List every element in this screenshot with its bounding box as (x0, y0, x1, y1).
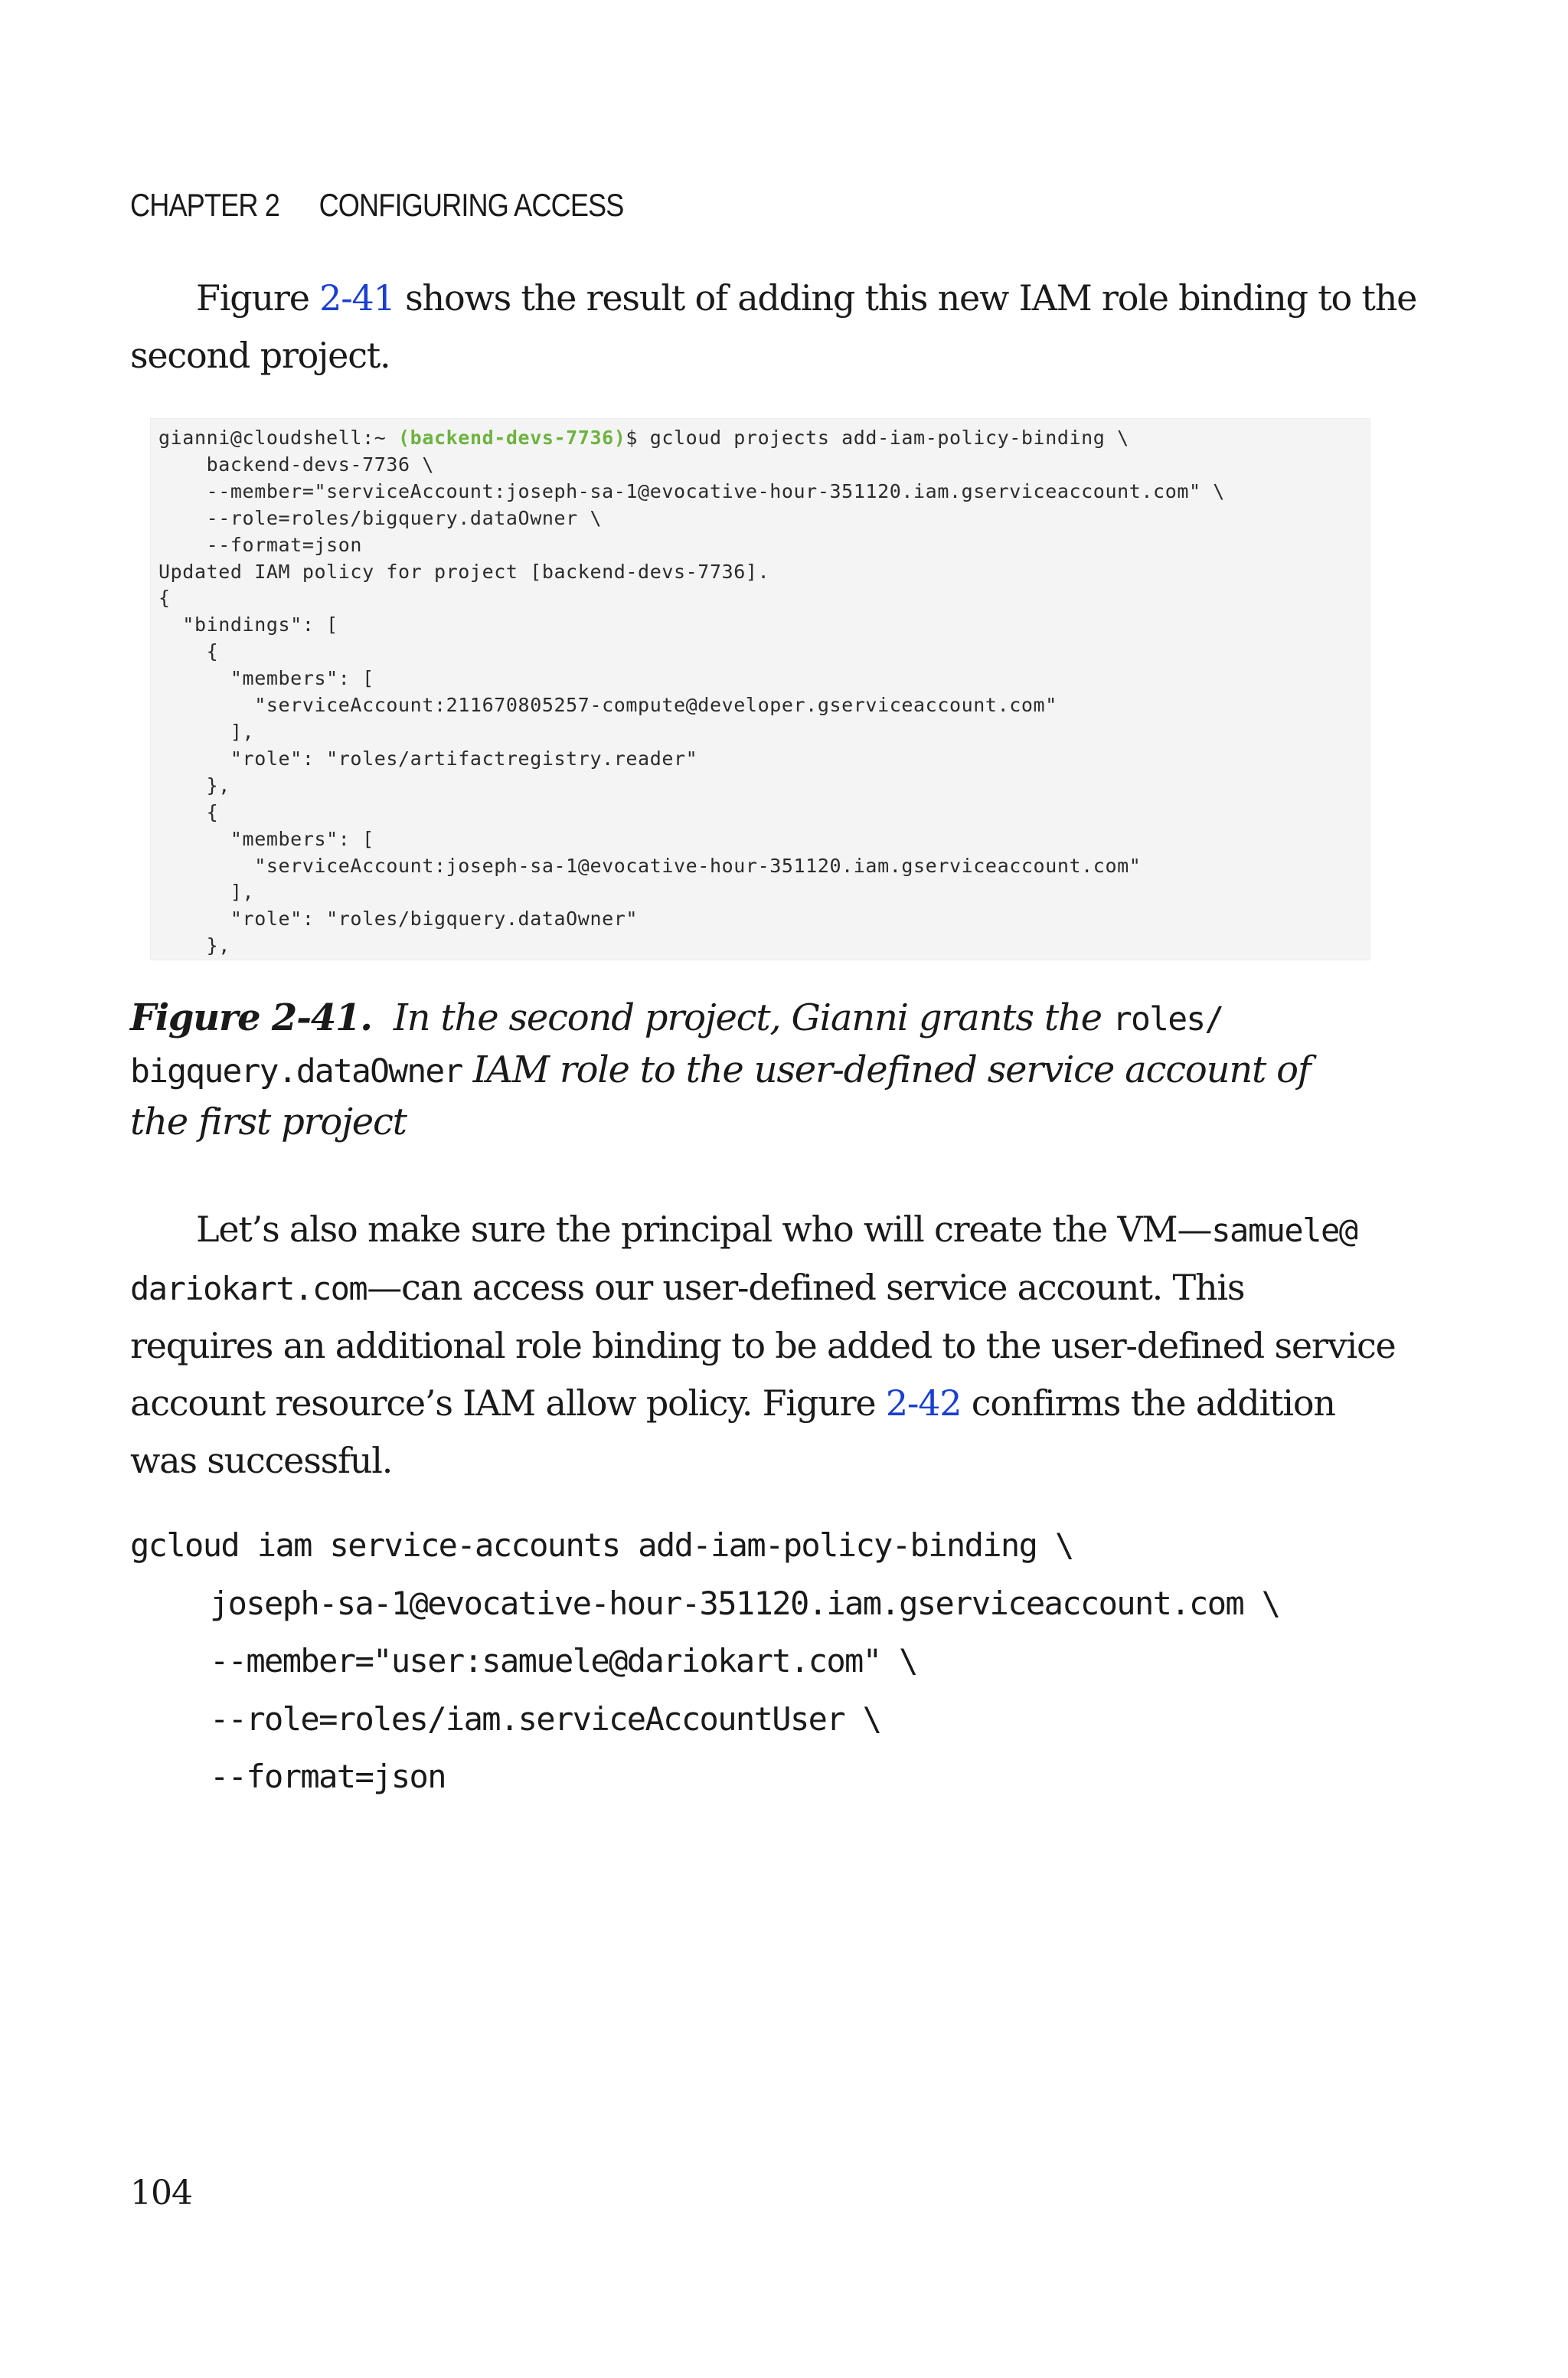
terminal-output-line: "members": [ (158, 667, 374, 690)
intro-text-start: Figure (196, 277, 320, 319)
inline-code: samuele@ (1211, 1212, 1357, 1249)
body-text: account resource’s IAM allow policy. Figure (130, 1382, 886, 1424)
terminal-output-line: ], (158, 881, 255, 904)
code-line: joseph-sa-1@evocative-hour-351120.iam.gserviceaccount.com \ (210, 1584, 1280, 1622)
caption-label: Figure 2-41. (130, 996, 372, 1039)
caption-text: In the second project, Gianni grants the (393, 996, 1112, 1039)
terminal-output-line: backend-devs-7736 \ (158, 453, 434, 476)
body-text: requires an additional role binding to be added to the user-defined service (130, 1325, 1396, 1366)
code-listing (130, 1516, 1279, 1806)
code-line: gcloud iam service-accounts add-iam-policy-binding \ (130, 1526, 1073, 1564)
terminal-output-line: --role=roles/bigquery.dataOwner \ (158, 506, 603, 529)
intro-text-line2: second project. (130, 335, 390, 376)
terminal-command: $ gcloud projects add-iam-policy-binding \ (626, 427, 1129, 449)
terminal-output-line: "members": [ (158, 827, 374, 850)
terminal-output-line: ], (158, 720, 255, 743)
intro-text-end: shows the result of adding this new IAM role binding to the (394, 277, 1417, 319)
terminal-command-line (158, 425, 1370, 452)
caption-code: bigquery.dataOwner (130, 1052, 462, 1091)
inline-code: dariokart.com (130, 1270, 368, 1307)
code-line: --format=json (210, 1758, 446, 1795)
intro-paragraph (130, 270, 1417, 384)
figure-caption (130, 993, 1401, 1147)
figure-link-2-42[interactable]: 2-42 (885, 1382, 962, 1424)
terminal-output-line: --format=json (158, 533, 363, 556)
body-text: Let’s also make sure the principal who will create the VM— (196, 1209, 1212, 1250)
running-header (130, 187, 624, 224)
body-text: —can access our user-defined service account. This (367, 1267, 1245, 1308)
terminal-output-line: --member="serviceAccount:joseph-sa-1@evocative-hour-351120.iam.gserviceaccount.com" \ (158, 479, 1225, 502)
body-paragraph (130, 1201, 1396, 1490)
terminal-output-line: "bindings": [ (158, 613, 338, 636)
terminal-prompt: gianni@cloudshell:~ (158, 427, 399, 449)
chapter-label: CHAPTER 2 (130, 187, 279, 223)
body-text: confirms the addition (961, 1382, 1335, 1424)
terminal-output-line: { (158, 640, 219, 663)
terminal-output-line: "role": "roles/artifactregistry.reader" (158, 747, 698, 770)
body-text: was successful. (130, 1440, 393, 1481)
terminal-output-line: Updated IAM policy for project [backend-devs-7736]. (158, 560, 770, 583)
terminal-output-line: "serviceAccount:211670805257-compute@developer.gserviceaccount.com" (158, 694, 1057, 717)
code-line: --role=roles/iam.serviceAccountUser \ (210, 1699, 881, 1738)
caption-code: roles/ (1112, 1000, 1223, 1039)
caption-text: the first project (130, 1101, 407, 1143)
caption-text: IAM role to the user-defined service account of (462, 1048, 1311, 1091)
figure-link-2-41[interactable]: 2-41 (319, 277, 395, 319)
terminal-output-line: { (158, 800, 219, 823)
terminal-screenshot (150, 418, 1370, 960)
terminal-output-line: { (158, 587, 171, 610)
terminal-output-line: "role": "roles/bigquery.dataOwner" (158, 908, 639, 931)
chapter-title: CONFIGURING ACCESS (318, 187, 624, 223)
terminal-output-line: }, (158, 774, 230, 796)
code-line: --member="user:samuele@dariokart.com" \ (210, 1642, 917, 1680)
terminal-output-line: "serviceAccount:joseph-sa-1@evocative-hour-351120.iam.gserviceaccount.com" (158, 854, 1142, 877)
terminal-project: (backend-devs-7736) (398, 427, 626, 449)
terminal-output-line: }, (158, 934, 230, 957)
page-number: 104 (130, 2174, 192, 2213)
